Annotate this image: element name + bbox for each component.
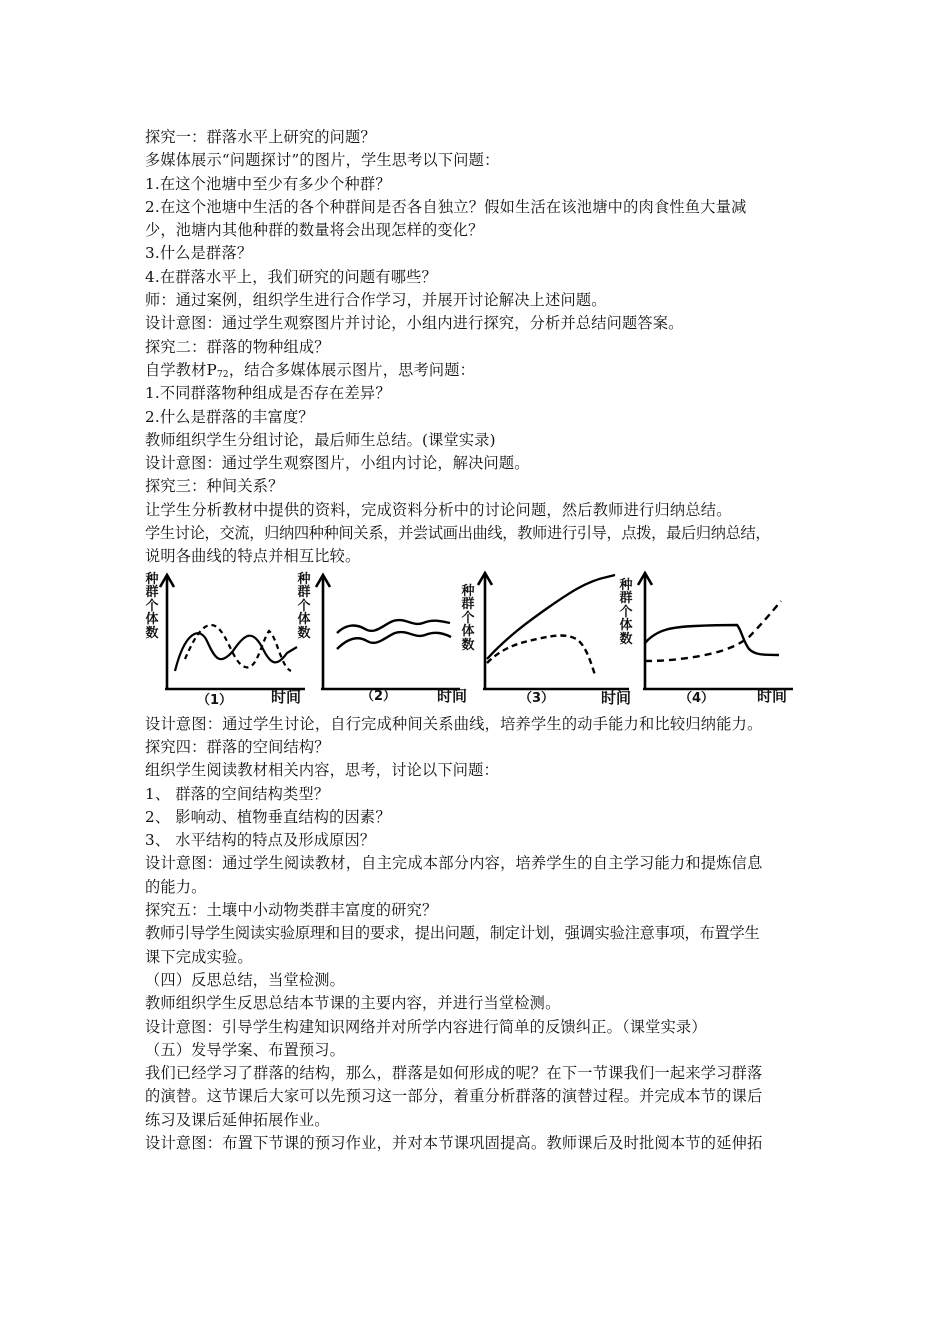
- text-line: 多媒体展示“问题探讨”的图片，学生思考以下问题：: [145, 151, 500, 170]
- p72-sub: 72: [216, 369, 229, 380]
- text-line: 练习及课后延伸拓展作业。: [145, 1110, 330, 1129]
- panel-label: （3）: [519, 690, 555, 706]
- text-line: 1、 群落的空间结构类型？: [145, 784, 330, 803]
- graph-panel-4: [615, 571, 813, 713]
- text-line: 2.在这个池塘中生活的各个种群间是否各自独立？假如生活在该池塘中的肉食性鱼大量减: [145, 197, 747, 216]
- text-line: 教师组织学生反思总结本节课的主要内容，并进行当堂检测。: [145, 994, 561, 1013]
- panel-label: （1）: [197, 692, 233, 708]
- y-axis-label: 种群个体数: [145, 571, 159, 641]
- species-b-curve: [337, 632, 451, 649]
- species-a-curve: [487, 575, 615, 659]
- text-line: 学生讨论，交流，归纳四种种间关系，并尝试画出曲线，教师进行引导，点拨，最后归纳总结，: [145, 524, 771, 543]
- x-axis-label: 时间: [271, 687, 302, 706]
- text-line: （五）发导学案、布置预习。: [145, 1040, 346, 1059]
- y-axis-label: 种群个体数: [619, 577, 633, 647]
- text-line: 探究五：土壤中小动物类群丰富度的研究？: [145, 901, 438, 920]
- text-line: 3、 水平结构的特点及形成原因？: [145, 831, 376, 850]
- text-line: 探究一：群落水平上研究的问题？: [145, 128, 376, 146]
- species-a-curve: [175, 633, 297, 671]
- species-a-curve: [645, 625, 779, 655]
- text-line: 课下完成实验。: [145, 947, 253, 966]
- interspecies-relationship-figures: [145, 571, 813, 713]
- x-axis-label: 时间: [601, 688, 632, 707]
- y-axis-label: 种群个体数: [297, 571, 311, 641]
- axes: [478, 573, 629, 689]
- text-line: 教师引导学生阅读实验原理和目的要求，提出问题，制定计划，强调实验注意事项，布置学生: [145, 924, 760, 943]
- text-line: 说明各曲线的特点并相互比较。: [145, 547, 361, 566]
- text-line: 设计意图：通过学生观察图片，小组内讨论，解决问题。: [145, 454, 530, 473]
- text-line: 设计意图：引导学生构建知识网络并对所学内容进行简单的反馈纠正。（课堂实录）: [145, 1017, 707, 1036]
- text-line: 3.什么是群落？: [145, 244, 253, 263]
- y-axis-label: 种群个体数: [461, 583, 475, 653]
- text-line: 的能力。: [145, 877, 207, 896]
- axes: [160, 575, 305, 689]
- p72-after: ，结合多媒体展示图片，思考问题：: [228, 360, 476, 379]
- graph-panel-1: [145, 571, 315, 713]
- panel-label: （2）: [361, 688, 397, 704]
- text-line: 设计意图：通过学生阅读教材，自主完成本部分内容，培养学生的自主学习能力和提炼信息: [145, 854, 763, 873]
- text-line: 1.不同群落物种组成是否存在差异？: [145, 384, 391, 403]
- text-line: 组织学生阅读教材相关内容，思考，讨论以下问题：: [145, 761, 499, 780]
- x-axis-label: 时间: [437, 686, 468, 705]
- text-line: 我们已经学习了群落的结构，那么，群落是如何形成的呢？在下一节课我们一起来学习群落: [145, 1064, 763, 1083]
- text-line: （四）反思总结，当堂检测。: [145, 970, 346, 989]
- text-line: 师：通过案例，组织学生进行合作学习，并展开讨论解决上述问题。: [145, 291, 607, 310]
- text-line: 2.什么是群落的丰富度？: [145, 407, 314, 426]
- text-line: 的演替。这节课后大家可以先预习这一部分，着重分析群落的演替过程。并完成本节的课后: [145, 1087, 763, 1106]
- text-line: 设计意图：布置下节课的预习作业，并对本节课巩固提高。教师课后及时批阅本节的延伸拓: [145, 1133, 763, 1152]
- graph-panel-3: [457, 571, 637, 713]
- p72-before: 自学教材P: [145, 360, 217, 379]
- text-line: 设计意图：通过学生观察图片并讨论，小组内进行探究，分析并总结问题答案。: [145, 314, 684, 333]
- document-body: [145, 126, 813, 1155]
- text-line: 1.在这个池塘中至少有多少个种群？: [145, 174, 391, 193]
- text-line: 设计意图：通过学生讨论，自行完成种间关系曲线，培养学生的动手能力和比较归纳能力。: [145, 714, 763, 733]
- text-line: 少，池塘内其他种群的数量将会出现怎样的变化？: [145, 221, 484, 240]
- text-line: 4.在群落水平上，我们研究的问题有哪些？: [145, 267, 437, 286]
- panel-label: （4）: [679, 690, 715, 706]
- text-line: 探究二：群落的物种组成？: [145, 337, 330, 356]
- text-line: 探究三：种间关系？: [145, 477, 284, 496]
- x-axis-label: 时间: [757, 686, 788, 705]
- section-a: [145, 126, 813, 382]
- text-line-p72: [145, 359, 813, 382]
- graph-panel-2: [295, 571, 470, 713]
- section-c: [145, 713, 813, 1156]
- species-b-curve: [185, 625, 291, 671]
- text-line: 探究四：群落的空间结构？: [145, 737, 330, 756]
- text-line: 让学生分析教材中提供的资料，完成资料分析中的讨论问题，然后教师进行归纳总结。: [145, 500, 732, 519]
- text-line: 2、 影响动、植物垂直结构的因素？: [145, 807, 391, 826]
- section-b: [145, 382, 813, 568]
- text-line: 教师组织学生分组讨论，最后师生总结。(课堂实录): [145, 430, 496, 449]
- species-a-curve: [337, 620, 450, 633]
